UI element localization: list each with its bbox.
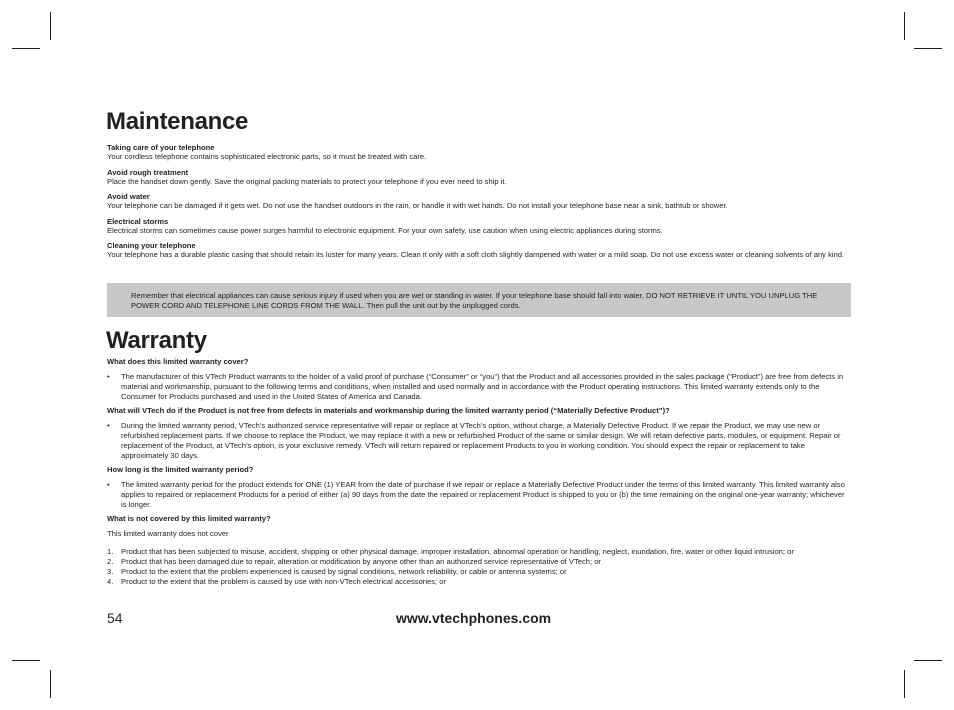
crop-mark bbox=[50, 12, 51, 40]
section-text: Your telephone can be damaged if it gets wet. Do not use the handset outdoors in the rain, or handle it with wet hands. Do not install your telephone base near a sink, bathtub or shower. bbox=[107, 201, 728, 211]
crop-mark bbox=[12, 48, 40, 49]
section-heading: Taking care of your telephone bbox=[107, 143, 215, 152]
list-text: Product to the extent that the problem experienced is caused by signal conditions, network reliability, or cable or antenna systems; or bbox=[121, 567, 567, 576]
warranty-answer bbox=[107, 480, 852, 510]
warranty-question: What will VTech do if the Product is not free from defects in materials and workmanship during the limited warranty period (“Materially Defective Product”)? bbox=[107, 406, 670, 415]
warranty-question: What is not covered by this limited warranty? bbox=[107, 514, 271, 523]
crop-mark bbox=[12, 660, 40, 661]
list-number: 1. bbox=[107, 547, 114, 556]
warranty-section bbox=[107, 357, 852, 587]
list-text: Product that has been subjected to misuse, accident, shipping or other physical damage, improper installation, abnormal operation or handling, neglect, inundation, fire, water or other liquid intrusion; or bbox=[121, 547, 794, 556]
warranty-title: Warranty bbox=[106, 327, 207, 354]
maintenance-item bbox=[107, 241, 852, 260]
exclusions-intro: This limited warranty does not cover bbox=[107, 529, 229, 538]
section-heading: Cleaning your telephone bbox=[107, 241, 196, 251]
website-link[interactable]: www.vtechphones.com bbox=[396, 610, 552, 626]
list-item bbox=[107, 577, 852, 587]
list-number: 3. bbox=[107, 567, 114, 576]
list-item bbox=[107, 557, 852, 567]
answer-text: During the limited warranty period, VTech’s authorized service representative will repair or replace at VTech’s option, without charge, a Materially Defective Product. If we repair the Product, we may use new or refurbished replacement parts. If we choose to replace the Product, we may replace it with a new or refurbished Product of the same or similar design. We will retain defective parts, modules, or equipment. Repair or replacement of the Product, at VTech’s option, is your exclusive remedy. VTech will return repaired or replacement Products to you in working condition. You should expect the repair or replacement to take approximately 30 days. bbox=[121, 421, 841, 460]
answer-text: The limited warranty period for the product extends for ONE (1) YEAR from the date of purchase if we repair or replace a Materially Defective Product under the terms of this limited warranty. This limited warranty also applies to repaired or replacement Products for a period of either (a) 90 days from the date the repaired or replacement Product is shipped to you or (b) the time remaining on the original one-year warranty; whichever is longer. bbox=[121, 480, 845, 509]
maintenance-item bbox=[107, 143, 852, 162]
answer-text: The manufacturer of this VTech Product warrants to the holder of a valid proof of purchase (“Consumer” or “you”) that the Product and all accessories provided in the sales package (“Product”) are free from defects in material and workmanship, pursuant to the following terms and conditions, when installed and used normally and in accordance with the Product operating instructions. This limited warranty extends only to the Consumer for Products purchased and used in the United States of America and Canada. bbox=[121, 372, 844, 401]
page-number: 54 bbox=[107, 610, 123, 626]
warranty-question: How long is the limited warranty period? bbox=[107, 465, 254, 474]
list-item bbox=[107, 567, 852, 577]
bullet: • bbox=[107, 421, 110, 430]
list-number: 2. bbox=[107, 557, 114, 566]
maintenance-sections bbox=[107, 143, 852, 266]
maintenance-item bbox=[107, 192, 852, 211]
maintenance-item bbox=[107, 217, 852, 236]
section-text: Place the handset down gently. Save the original packing materials to protect your telephone if you ever need to ship it. bbox=[107, 176, 507, 186]
list-number: 4. bbox=[107, 577, 114, 586]
section-text: Your telephone has a durable plastic casing that should retain its luster for many years. Clean it only with a soft cloth slightly dampened with water or a mild soap. Do not use excess water or cleaning solvents of any kind. bbox=[107, 250, 845, 260]
list-text: Product to the extent that the problem is caused by use with non-VTech electrical accessories; or bbox=[121, 577, 447, 586]
maintenance-item bbox=[107, 168, 852, 187]
warranty-answer bbox=[107, 372, 852, 402]
section-heading: Avoid rough treatment bbox=[107, 167, 189, 177]
bullet: • bbox=[107, 480, 110, 489]
crop-mark bbox=[904, 670, 905, 698]
crop-mark bbox=[914, 48, 942, 49]
safety-notice: Remember that electrical appliances can cause serious injury if used when you are wet or standing in water. If your telephone base should fall into water, DO NOT RETRIEVE IT UNTIL YOU UNPLUG THE POWER CORD AND TELEPHONE LINE CORDS FROM THE WALL. Then pull the unit out by the unplugged cords. bbox=[107, 283, 851, 317]
crop-mark bbox=[904, 12, 905, 40]
list-text: Product that has been damaged due to repair, alteration or modification by anyone other than an authorized service representative of VTech; or bbox=[121, 557, 601, 566]
crop-mark bbox=[50, 670, 51, 698]
bullet: • bbox=[107, 372, 110, 381]
section-text: Your cordless telephone contains sophisticated electronic parts, so it must be treated with care. bbox=[107, 152, 427, 161]
section-heading: Avoid water bbox=[107, 192, 150, 202]
maintenance-title: Maintenance bbox=[106, 108, 249, 135]
warranty-answer bbox=[107, 421, 852, 461]
crop-mark bbox=[914, 660, 942, 661]
list-item bbox=[107, 547, 852, 557]
warranty-question: What does this limited warranty cover? bbox=[107, 357, 249, 366]
section-text: Electrical storms can sometimes cause power surges harmful to electronic equipment. For your own safety, use caution when using electric appliances during storms. bbox=[107, 225, 663, 235]
section-heading: Electrical storms bbox=[107, 216, 169, 226]
